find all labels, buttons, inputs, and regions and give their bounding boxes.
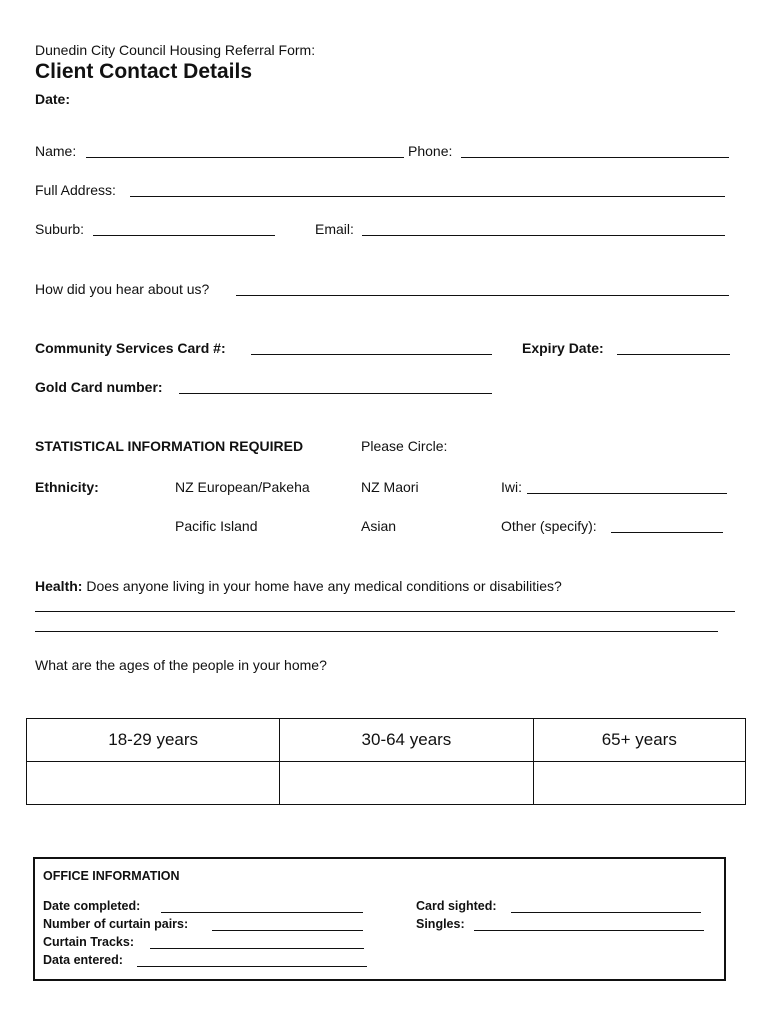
expiry-label: Expiry Date: — [522, 340, 604, 356]
office-heading: OFFICE INFORMATION — [43, 869, 180, 883]
gold-card-label: Gold Card number: — [35, 379, 163, 395]
health-question — [35, 578, 562, 594]
form-subtitle: Dunedin City Council Housing Referral Form: — [35, 42, 316, 58]
address-label: Full Address: — [35, 182, 116, 198]
phone-field[interactable] — [461, 157, 729, 158]
name-field[interactable] — [86, 157, 404, 158]
stats-heading: STATISTICAL INFORMATION REQUIRED — [35, 438, 304, 454]
card-sighted-label: Card sighted: — [416, 899, 497, 913]
option-nz-maori[interactable]: NZ Maori — [361, 479, 419, 495]
iwi-label: Iwi: — [501, 479, 522, 495]
hear-about-field[interactable] — [236, 295, 729, 296]
email-label: Email: — [315, 221, 354, 237]
office-info-box — [33, 857, 726, 981]
ethnicity-label: Ethnicity: — [35, 479, 99, 495]
expiry-field[interactable] — [617, 354, 730, 355]
name-label: Name: — [35, 143, 77, 159]
age-column-18-29: 18-29 years — [27, 719, 280, 762]
singles-field[interactable] — [474, 930, 704, 931]
other-specify-label: Other (specify): — [501, 518, 597, 534]
data-entered-label: Data entered: — [43, 953, 123, 967]
phone-label: Phone: — [408, 143, 453, 159]
date-completed-label: Date completed: — [43, 899, 141, 913]
iwi-field[interactable] — [527, 493, 727, 494]
csc-field[interactable] — [251, 354, 492, 355]
please-circle-label: Please Circle: — [361, 438, 448, 454]
date-label: Date: — [35, 91, 71, 107]
data-entered-field[interactable] — [137, 966, 367, 967]
address-field[interactable] — [130, 196, 725, 197]
gold-card-field[interactable] — [179, 393, 492, 394]
suburb-field[interactable] — [93, 235, 275, 236]
date-completed-field[interactable] — [161, 912, 363, 913]
hear-about-label: How did you hear about us? — [35, 281, 210, 297]
age-cell-65-plus[interactable] — [533, 762, 745, 805]
age-column-30-64: 30-64 years — [280, 719, 533, 762]
option-asian[interactable]: Asian — [361, 518, 397, 534]
health-question-text: Does anyone living in your home have any medical conditions or disabilities? — [86, 578, 562, 594]
table-row — [27, 762, 746, 805]
age-cell-30-64[interactable] — [280, 762, 533, 805]
other-specify-field[interactable] — [611, 532, 723, 533]
curtain-tracks-label: Curtain Tracks: — [43, 935, 135, 949]
curtain-pairs-field[interactable] — [212, 930, 363, 931]
age-column-65-plus: 65+ years — [533, 719, 745, 762]
health-answer-line-1[interactable] — [35, 611, 735, 612]
page-title: Client Contact Details — [35, 60, 253, 83]
age-cell-18-29[interactable] — [27, 762, 280, 805]
option-pacific-island[interactable]: Pacific Island — [175, 518, 258, 534]
health-label: Health: — [35, 578, 83, 594]
table-header-row — [27, 719, 746, 762]
option-nz-european[interactable]: NZ European/Pakeha — [175, 479, 310, 495]
curtain-tracks-field[interactable] — [150, 948, 364, 949]
suburb-label: Suburb: — [35, 221, 85, 237]
health-answer-line-2[interactable] — [35, 631, 718, 632]
curtain-pairs-label: Number of curtain pairs: — [43, 917, 189, 931]
email-field[interactable] — [362, 235, 725, 236]
csc-label: Community Services Card #: — [35, 340, 226, 356]
ages-table — [26, 718, 746, 805]
singles-label: Singles: — [416, 917, 465, 931]
card-sighted-field[interactable] — [511, 912, 701, 913]
ages-question: What are the ages of the people in your home? — [35, 657, 327, 673]
